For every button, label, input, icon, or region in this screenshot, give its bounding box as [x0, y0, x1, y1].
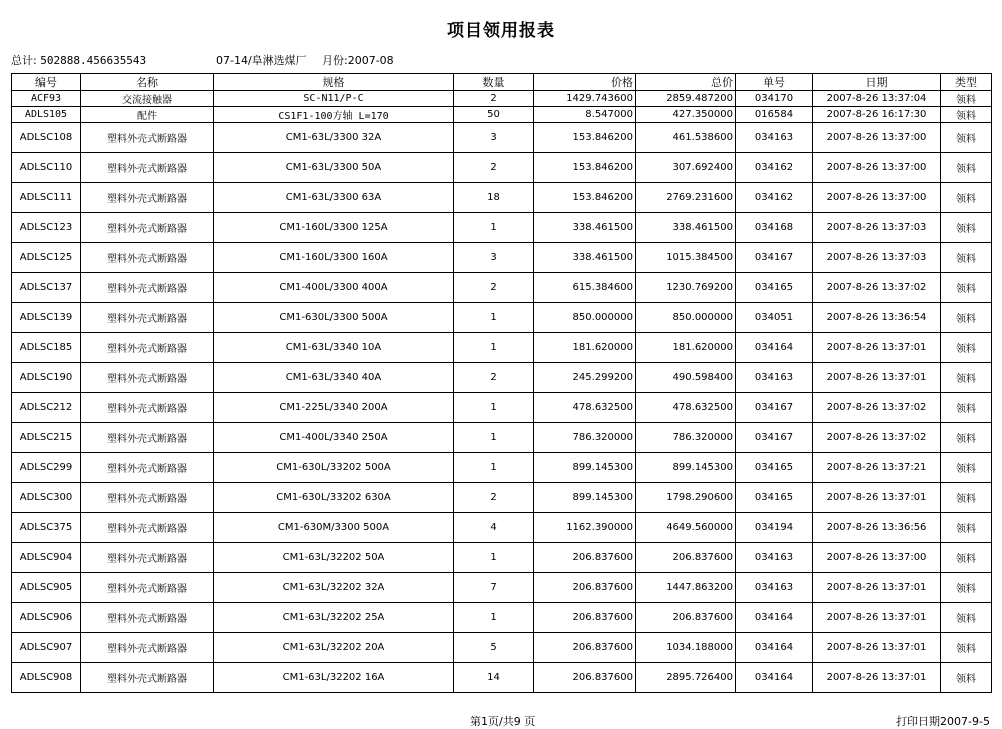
cell-type: 领料: [941, 393, 992, 423]
table-row: [12, 543, 992, 573]
cell-order: 034165: [736, 273, 813, 303]
cell-date: 2007-8-26 13:37:04: [813, 91, 941, 107]
cell-code: ADLSC904: [12, 543, 81, 573]
cell-code: ADLSC300: [12, 483, 81, 513]
cell-order: 034163: [736, 123, 813, 153]
cell-name: 交流接触器: [81, 91, 214, 107]
cell-total: 427.350000: [636, 107, 736, 123]
cell-qty: 1: [454, 303, 534, 333]
cell-price: 615.384600: [534, 273, 636, 303]
cell-code: ADLSC137: [12, 273, 81, 303]
cell-price: 153.846200: [534, 183, 636, 213]
cell-code: ADLSC905: [12, 573, 81, 603]
cell-order: 034164: [736, 333, 813, 363]
table-row: [12, 513, 992, 543]
cell-price: 181.620000: [534, 333, 636, 363]
cell-date: 2007-8-26 13:37:01: [813, 333, 941, 363]
cell-date: 2007-8-26 13:37:00: [813, 123, 941, 153]
cell-spec: CM1-630L/3300 500A: [214, 303, 454, 333]
cell-type: 领料: [941, 183, 992, 213]
cell-name: 塑料外壳式断路器: [81, 663, 214, 693]
cell-name: 塑料外壳式断路器: [81, 213, 214, 243]
cell-qty: 5: [454, 633, 534, 663]
cell-date: 2007-8-26 13:37:01: [813, 633, 941, 663]
cell-price: 338.461500: [534, 243, 636, 273]
cell-date: 2007-8-26 13:37:02: [813, 423, 941, 453]
cell-qty: 1: [454, 603, 534, 633]
column-header-name: 名称: [81, 74, 214, 91]
cell-price: 206.837600: [534, 663, 636, 693]
cell-order: 034162: [736, 183, 813, 213]
cell-total: 1015.384500: [636, 243, 736, 273]
cell-name: 塑料外壳式断路器: [81, 243, 214, 273]
cell-spec: CM1-630M/3300 500A: [214, 513, 454, 543]
cell-code: ACF93: [12, 91, 81, 107]
total-label: 总计:: [11, 54, 37, 67]
table-header-row: [12, 74, 992, 91]
cell-total: 478.632500: [636, 393, 736, 423]
table-row: [12, 633, 992, 663]
cell-price: 786.320000: [534, 423, 636, 453]
cell-date: 2007-8-26 13:37:01: [813, 573, 941, 603]
cell-total: 338.461500: [636, 213, 736, 243]
table-row: [12, 123, 992, 153]
cell-type: 领料: [941, 273, 992, 303]
cell-qty: 2: [454, 363, 534, 393]
cell-spec: CM1-630L/33202 630A: [214, 483, 454, 513]
cell-name: 塑料外壳式断路器: [81, 543, 214, 573]
cell-total: 2769.231600: [636, 183, 736, 213]
cell-type: 领料: [941, 213, 992, 243]
cell-total: 1034.188000: [636, 633, 736, 663]
cell-type: 领料: [941, 573, 992, 603]
cell-qty: 1: [454, 333, 534, 363]
column-header-type: 类型: [941, 74, 992, 91]
cell-code: ADLSC212: [12, 393, 81, 423]
cell-spec: CM1-160L/3300 160A: [214, 243, 454, 273]
column-header-spec: 规格: [214, 74, 454, 91]
cell-order: 034165: [736, 483, 813, 513]
cell-total: 850.000000: [636, 303, 736, 333]
cell-date: 2007-8-26 13:37:03: [813, 243, 941, 273]
cell-order: 034165: [736, 453, 813, 483]
cell-qty: 1: [454, 213, 534, 243]
cell-type: 领料: [941, 333, 992, 363]
cell-spec: CM1-400L/3300 400A: [214, 273, 454, 303]
cell-code: ADLSC908: [12, 663, 81, 693]
cell-spec: SC-N11/P-C: [214, 91, 454, 107]
cell-date: 2007-8-26 13:36:54: [813, 303, 941, 333]
table-row: [12, 603, 992, 633]
cell-spec: CM1-63L/32202 25A: [214, 603, 454, 633]
cell-type: 领料: [941, 513, 992, 543]
cell-type: 领料: [941, 303, 992, 333]
cell-qty: 3: [454, 123, 534, 153]
page-indicator: 第1页/共9 页: [470, 715, 536, 728]
cell-order: 016584: [736, 107, 813, 123]
cell-order: 034164: [736, 603, 813, 633]
total-value: 502888.456635543: [40, 54, 147, 67]
cell-name: 塑料外壳式断路器: [81, 183, 214, 213]
cell-spec: CM1-400L/3340 250A: [214, 423, 454, 453]
table-row: [12, 333, 992, 363]
cell-price: 478.632500: [534, 393, 636, 423]
cell-price: 8.547000: [534, 107, 636, 123]
cell-total: 4649.560000: [636, 513, 736, 543]
table-row: [12, 303, 992, 333]
cell-spec: CS1F1-100方轴 L=170: [214, 107, 454, 123]
cell-price: 245.299200: [534, 363, 636, 393]
cell-code: ADLSC906: [12, 603, 81, 633]
cell-qty: 2: [454, 483, 534, 513]
cell-total: 1447.863200: [636, 573, 736, 603]
cell-order: 034163: [736, 573, 813, 603]
cell-name: 塑料外壳式断路器: [81, 153, 214, 183]
print-date: 打印日期2007-9-5: [896, 715, 990, 728]
cell-name: 塑料外壳式断路器: [81, 423, 214, 453]
column-header-code: 编号: [12, 74, 81, 91]
cell-spec: CM1-63L/3340 40A: [214, 363, 454, 393]
table-row: [12, 213, 992, 243]
cell-spec: CM1-160L/3300 125A: [214, 213, 454, 243]
cell-spec: CM1-63L/32202 16A: [214, 663, 454, 693]
cell-type: 领料: [941, 91, 992, 107]
cell-date: 2007-8-26 13:37:01: [813, 663, 941, 693]
cell-type: 领料: [941, 603, 992, 633]
cell-code: ADLSC907: [12, 633, 81, 663]
table-row: [12, 663, 992, 693]
table-row: [12, 91, 992, 107]
column-header-date: 日期: [813, 74, 941, 91]
cell-qty: 2: [454, 91, 534, 107]
cell-total: 490.598400: [636, 363, 736, 393]
table-row: [12, 393, 992, 423]
cell-type: 领料: [941, 663, 992, 693]
cell-total: 899.145300: [636, 453, 736, 483]
cell-price: 899.145300: [534, 453, 636, 483]
column-header-total: 总价: [636, 74, 736, 91]
cell-date: 2007-8-26 13:37:01: [813, 483, 941, 513]
cell-name: 塑料外壳式断路器: [81, 303, 214, 333]
table-row: [12, 107, 992, 123]
cell-qty: 18: [454, 183, 534, 213]
cell-price: 338.461500: [534, 213, 636, 243]
cell-spec: CM1-63L/32202 32A: [214, 573, 454, 603]
cell-date: 2007-8-26 13:37:01: [813, 363, 941, 393]
cell-code: ADLSC123: [12, 213, 81, 243]
table-row: [12, 273, 992, 303]
cell-total: 206.837600: [636, 603, 736, 633]
cell-code: ADLSC108: [12, 123, 81, 153]
cell-order: 034167: [736, 393, 813, 423]
cell-spec: CM1-63L/32202 50A: [214, 543, 454, 573]
cell-date: 2007-8-26 13:37:02: [813, 273, 941, 303]
cell-type: 领料: [941, 363, 992, 393]
cell-name: 塑料外壳式断路器: [81, 333, 214, 363]
table-row: [12, 363, 992, 393]
cell-price: 206.837600: [534, 633, 636, 663]
department-value: 07-14/阜淋选煤厂: [216, 54, 307, 67]
cell-name: 塑料外壳式断路器: [81, 483, 214, 513]
cell-total: 1230.769200: [636, 273, 736, 303]
cell-qty: 4: [454, 513, 534, 543]
cell-total: 2895.726400: [636, 663, 736, 693]
cell-price: 1429.743600: [534, 91, 636, 107]
cell-code: ADLS105: [12, 107, 81, 123]
cell-qty: 1: [454, 393, 534, 423]
cell-spec: CM1-63L/3300 63A: [214, 183, 454, 213]
cell-code: ADLSC190: [12, 363, 81, 393]
column-header-qty: 数量: [454, 74, 534, 91]
cell-code: ADLSC111: [12, 183, 81, 213]
cell-name: 配件: [81, 107, 214, 123]
cell-date: 2007-8-26 13:37:03: [813, 213, 941, 243]
cell-type: 领料: [941, 243, 992, 273]
cell-order: 034164: [736, 633, 813, 663]
cell-spec: CM1-63L/3300 50A: [214, 153, 454, 183]
cell-price: 206.837600: [534, 543, 636, 573]
cell-code: ADLSC139: [12, 303, 81, 333]
cell-price: 206.837600: [534, 603, 636, 633]
cell-spec: CM1-225L/3340 200A: [214, 393, 454, 423]
cell-total: 181.620000: [636, 333, 736, 363]
cell-date: 2007-8-26 13:37:00: [813, 183, 941, 213]
cell-spec: CM1-63L/3300 32A: [214, 123, 454, 153]
cell-spec: CM1-630L/33202 500A: [214, 453, 454, 483]
table-row: [12, 453, 992, 483]
column-header-price: 价格: [534, 74, 636, 91]
table-row: [12, 153, 992, 183]
cell-type: 领料: [941, 107, 992, 123]
month-label: 月份:: [322, 54, 348, 67]
cell-date: 2007-8-26 13:37:01: [813, 603, 941, 633]
cell-price: 153.846200: [534, 153, 636, 183]
report-title: 项目领用报表: [447, 21, 555, 41]
cell-type: 领料: [941, 633, 992, 663]
cell-total: 206.837600: [636, 543, 736, 573]
cell-type: 领料: [941, 453, 992, 483]
cell-order: 034167: [736, 243, 813, 273]
cell-price: 206.837600: [534, 573, 636, 603]
cell-spec: CM1-63L/3340 10A: [214, 333, 454, 363]
cell-total: 307.692400: [636, 153, 736, 183]
report-total: [11, 52, 146, 68]
cell-qty: 7: [454, 573, 534, 603]
cell-qty: 2: [454, 153, 534, 183]
cell-type: 领料: [941, 153, 992, 183]
cell-code: ADLSC125: [12, 243, 81, 273]
cell-total: 1798.290600: [636, 483, 736, 513]
cell-order: 034170: [736, 91, 813, 107]
cell-name: 塑料外壳式断路器: [81, 633, 214, 663]
cell-price: 899.145300: [534, 483, 636, 513]
cell-order: 034051: [736, 303, 813, 333]
cell-order: 034163: [736, 363, 813, 393]
cell-date: 2007-8-26 13:37:02: [813, 393, 941, 423]
cell-total: 461.538600: [636, 123, 736, 153]
cell-code: ADLSC299: [12, 453, 81, 483]
cell-date: 2007-8-26 16:17:30: [813, 107, 941, 123]
cell-total: 2859.487200: [636, 91, 736, 107]
cell-qty: 1: [454, 423, 534, 453]
cell-name: 塑料外壳式断路器: [81, 273, 214, 303]
cell-name: 塑料外壳式断路器: [81, 603, 214, 633]
cell-name: 塑料外壳式断路器: [81, 513, 214, 543]
cell-date: 2007-8-26 13:36:56: [813, 513, 941, 543]
cell-name: 塑料外壳式断路器: [81, 393, 214, 423]
cell-qty: 14: [454, 663, 534, 693]
cell-qty: 3: [454, 243, 534, 273]
cell-qty: 1: [454, 453, 534, 483]
cell-order: 034164: [736, 663, 813, 693]
cell-qty: 1: [454, 543, 534, 573]
cell-total: 786.320000: [636, 423, 736, 453]
column-header-order: 单号: [736, 74, 813, 91]
report-department: [216, 52, 307, 68]
cell-order: 034168: [736, 213, 813, 243]
month-value: 2007-08: [347, 54, 394, 67]
cell-name: 塑料外壳式断路器: [81, 573, 214, 603]
cell-name: 塑料外壳式断路器: [81, 363, 214, 393]
cell-type: 领料: [941, 483, 992, 513]
report-month: [322, 52, 394, 68]
table-row: [12, 423, 992, 453]
cell-code: ADLSC375: [12, 513, 81, 543]
cell-order: 034162: [736, 153, 813, 183]
cell-qty: 2: [454, 273, 534, 303]
report-table: [11, 73, 992, 693]
cell-price: 850.000000: [534, 303, 636, 333]
table-row: [12, 183, 992, 213]
cell-type: 领料: [941, 543, 992, 573]
cell-spec: CM1-63L/32202 20A: [214, 633, 454, 663]
cell-type: 领料: [941, 123, 992, 153]
cell-name: 塑料外壳式断路器: [81, 453, 214, 483]
cell-code: ADLSC185: [12, 333, 81, 363]
cell-order: 034167: [736, 423, 813, 453]
cell-type: 领料: [941, 423, 992, 453]
cell-date: 2007-8-26 13:37:00: [813, 543, 941, 573]
cell-code: ADLSC215: [12, 423, 81, 453]
table-row: [12, 483, 992, 513]
cell-date: 2007-8-26 13:37:00: [813, 153, 941, 183]
table-row: [12, 243, 992, 273]
cell-name: 塑料外壳式断路器: [81, 123, 214, 153]
cell-code: ADLSC110: [12, 153, 81, 183]
cell-order: 034194: [736, 513, 813, 543]
table-row: [12, 573, 992, 603]
cell-date: 2007-8-26 13:37:21: [813, 453, 941, 483]
cell-price: 153.846200: [534, 123, 636, 153]
cell-qty: 50: [454, 107, 534, 123]
cell-order: 034163: [736, 543, 813, 573]
cell-price: 1162.390000: [534, 513, 636, 543]
